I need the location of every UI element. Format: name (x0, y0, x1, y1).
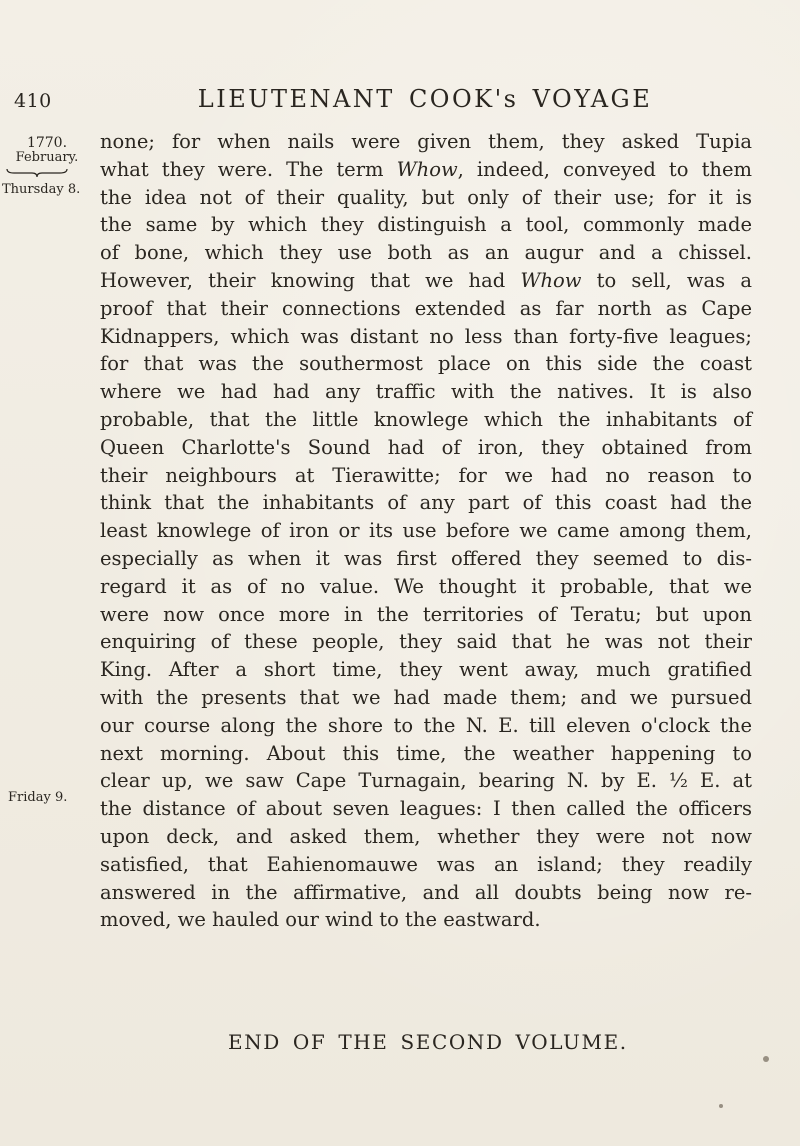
margin-note-month: February. (15, 150, 79, 165)
text-line: where we had had any traffic with the natives. It is also (100, 380, 752, 404)
margin-note-friday: Friday 9. (8, 790, 68, 805)
text-line: what they were. The term Whow, indeed, conveyed to them (100, 157, 752, 181)
text-line: proof that their connections extended as far north as Cape (100, 296, 752, 320)
text-line: were now once more in the territories of Teratu; but upon (100, 602, 752, 626)
text-line: the same by which they distinguish a tool, commonly made (100, 213, 752, 237)
text-line: moved, we hauled our wind to the eastward. (100, 908, 541, 932)
text-line: satisfied, that Eahienomauwe was an island; they readily (100, 852, 752, 876)
text-line: the distance of about seven leagues: I then called the officers (100, 797, 752, 821)
text-line: upon deck, and asked them, whether they were not now (100, 824, 752, 848)
text-line: Kidnappers, which was distant no less than forty-five leagues; (100, 324, 752, 348)
text-line: think that the inhabitants of any part of this coast had the (100, 491, 752, 515)
end-of-volume-note: END OF THE SECOND VOLUME. (228, 1030, 628, 1054)
text-line: especially as when it was first offered they seemed to dis- (100, 546, 752, 570)
text-line: their neighbours at Tierawitte; for we had no reason to (100, 463, 752, 487)
text-line: enquiring of these people, they said that he was not their (100, 630, 752, 654)
text-line: for that was the southermost place on this side the coast (100, 352, 752, 376)
margin-note-thursday: Thursday 8. (2, 182, 81, 197)
text-line: of bone, which they use both as an augur and a chissel. (100, 241, 752, 265)
text-line: However, their knowing that we had Whow to sell, was a (100, 268, 752, 292)
italic-term: Whow (396, 157, 458, 181)
text-line: King. After a short time, they went away, much gratified (100, 658, 752, 682)
margin-brace-icon (6, 168, 68, 178)
text-line: none; for when nails were given them, they asked Tupia (100, 130, 752, 153)
text-line: Queen Charlotte's Sound had of iron, they obtained from (100, 435, 752, 459)
text-line: with the presents that we had made them; and we pursued (100, 685, 752, 709)
running-head: LIEUTENANT COOK's VOYAGE (197, 85, 653, 113)
paper-speck (763, 1056, 769, 1062)
margin-note-year: 1770. (26, 135, 68, 151)
paper-speck (719, 1104, 723, 1108)
text-line: probable, that the little knowlege which the inhabitants of (100, 407, 752, 431)
text-line: our course along the shore to the N. E. till eleven o'clock the (100, 713, 752, 737)
text-line: least knowlege of iron or its use before we came among them, (100, 519, 752, 543)
text-line: the idea not of their quality, but only of their use; for it is (100, 185, 752, 209)
body-text (100, 128, 752, 934)
text-line: answered in the affirmative, and all doubts being now re- (100, 880, 752, 904)
page-number: 410 (14, 90, 52, 112)
italic-term: Whow (520, 268, 582, 292)
text-line: clear up, we saw Cape Turnagain, bearing N. by E. ½ E. at (100, 769, 752, 793)
text-line: regard it as of no value. We thought it probable, that we (100, 574, 752, 598)
text-line: next morning. About this time, the weather happening to (100, 741, 752, 765)
